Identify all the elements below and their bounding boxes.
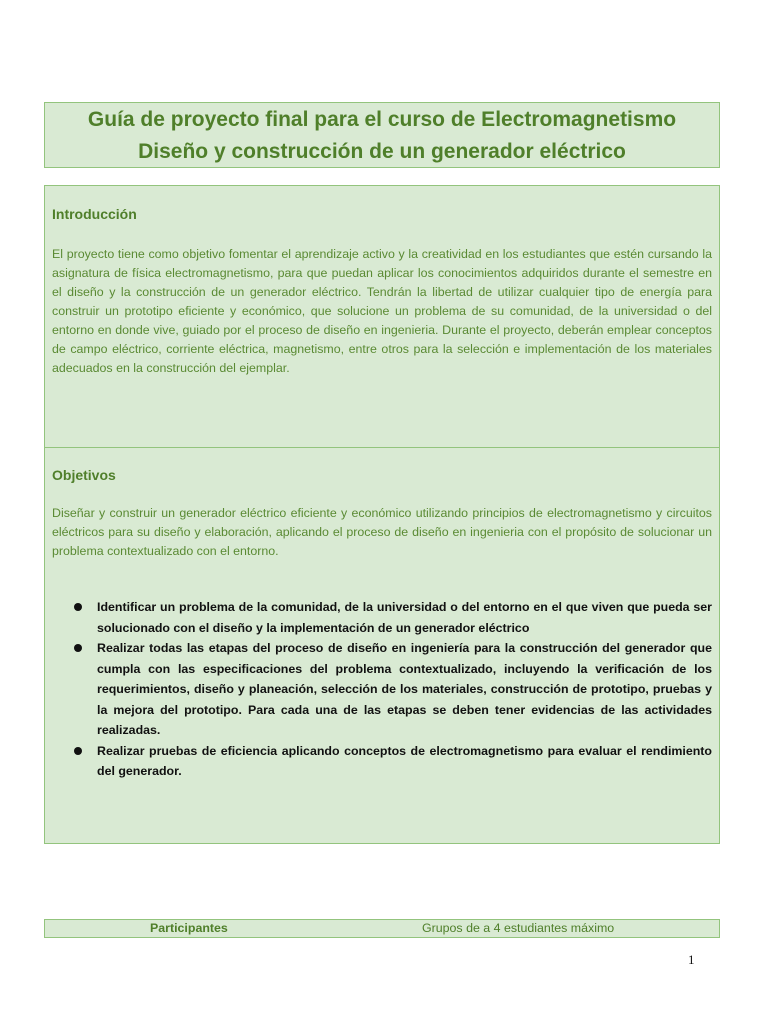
list-item-text: Identificar un problema de la comunidad, de la universidad o del entorno en el que viven que pueda ser solucionado con el diseño y la implementación de un generador eléctrico: [97, 600, 712, 635]
objectives-heading: Objetivos: [52, 467, 116, 483]
page-number: 1: [688, 952, 695, 967]
introduction-heading: Introducción: [52, 206, 137, 222]
document-title: Guía de proyecto final para el curso de Electromagnetismo: [87, 108, 677, 131]
bullet-icon: [74, 747, 82, 755]
list-item-text: Realizar pruebas de eficiencia aplicando conceptos de electromagnetismo para evaluar el rendimiento del generador.: [97, 743, 712, 778]
objectives-text: Diseñar y construir un generador eléctrico eficiente y económico utilizando principios de electromagnetismo y circuitos eléctricos para su diseño y elaboración, aplicando el proceso de diseño en ingenieria con el propósito de solucionar un problema contextualizado con el entorno.: [52, 506, 712, 558]
participants-value: Grupos de a 4 estudiantes máximo: [422, 921, 615, 935]
list-item: [67, 597, 712, 638]
section-divider: [45, 447, 719, 448]
title-box: [44, 102, 720, 168]
participants-row: [44, 919, 720, 938]
content-box: [44, 185, 720, 844]
objectives-list: [67, 597, 712, 782]
list-item: [67, 741, 712, 782]
bullet-icon: [74, 644, 82, 652]
introduction-text: El proyecto tiene como objetivo fomentar el aprendizaje activo y la creatividad en los estudiantes que estén cursando la asignatura de física electromagnetismo, para que puedan aplicar los conocimientos adquiridos durante el semestre en el diseño y la construcción de un generador eléctrico. Tendrán la libertad de utilizar cualquier tipo de energía para construir un prototipo eficiente y económico, que solucione un problema de su comunidad, de la universidad o del entorno en donde vive, guiado por el proceso de diseño en ingenieria. Durante el proyecto, deberán emplear conceptos de campo eléctrico, corriente eléctrica, magnetismo, entre otros para la selección e implementación de los materiales adecuados en la construcción del ejemplar.: [52, 247, 712, 375]
document-subtitle: Diseño y construcción de un generador eléctrico: [138, 140, 626, 163]
list-item-text: Realizar todas las etapas del proceso de diseño en ingeniería para la construcción del generador que cumpla con las especificaciones del problema contextualizado, incluyendo la verificación de los requerimientos, diseño y planeación, selección de los materiales, construcción de prototipo, pruebas y la mejora del prototipo. Para cada una de las etapas se deben tener evidencias de las actividades realizadas.: [97, 641, 712, 737]
list-item: [67, 638, 712, 741]
participants-label: Participantes: [150, 921, 228, 935]
bullet-icon: [74, 603, 82, 611]
